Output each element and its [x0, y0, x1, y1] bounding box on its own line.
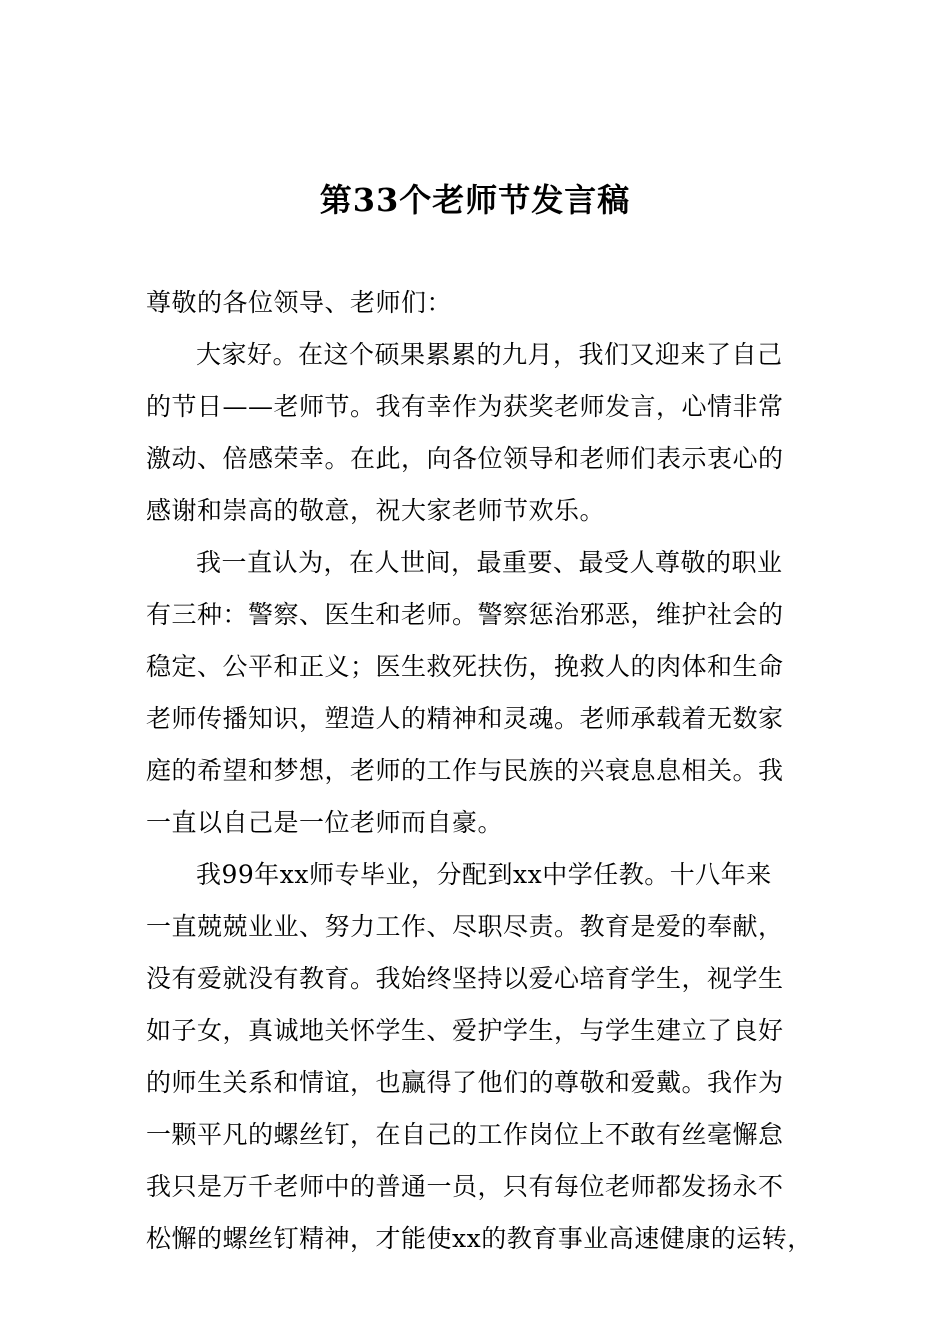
text-line: 一直以自己是一位老师而自豪。 — [146, 808, 504, 837]
text-line: 松懈的螺丝钉精神，才能使xx的教育事业高速健康的运转， — [146, 1224, 813, 1253]
text-line: 一直兢兢业业、努力工作、尽职尽责。教育是爱的奉献， — [146, 912, 784, 941]
text-line: 尊敬的各位领导、老师们： — [146, 288, 453, 317]
text-line: 感谢和崇高的敬意，祝大家老师节欢乐。 — [146, 496, 606, 525]
text-line: 一颗平凡的螺丝钉，在自己的工作岗位上不敢有丝毫懈怠 — [146, 1120, 784, 1149]
text-line: 大家好。在这个硕果累累的九月，我们又迎来了自己 — [196, 340, 783, 369]
text-line: 有三种：警察、医生和老师。警察惩治邪恶，维护社会的 — [146, 600, 784, 629]
text-line: 如子女，真诚地关怀学生、爱护学生，与学生建立了良好 — [146, 1016, 784, 1045]
text-line: 我只是万千老师中的普通一员，只有每位老师都发扬永不 — [146, 1172, 784, 1201]
text-line: 庭的希望和梦想，老师的工作与民族的兴衰息息相关。我 — [146, 756, 784, 785]
text-line: 稳定、公平和正义；医生救死扶伤，挽救人的肉体和生命 — [146, 652, 784, 681]
text-line: 我99年xx师专毕业，分配到xx中学任教。十八年来 — [196, 860, 772, 889]
document-body — [146, 277, 826, 1265]
text-line: 我一直认为，在人世间，最重要、最受人尊敬的职业 — [196, 548, 783, 577]
text-line: 的师生关系和情谊，也赢得了他们的尊敬和爱戴。我作为 — [146, 1068, 784, 1097]
document-title: 第33个老师节发言稿 — [319, 181, 631, 219]
text-line: 的节日——老师节。我有幸作为获奖老师发言，心情非常 — [146, 392, 784, 421]
text-line: 没有爱就没有教育。我始终坚持以爱心培育学生，视学生 — [146, 964, 784, 993]
text-line: 激动、倍感荣幸。在此，向各位领导和老师们表示衷心的 — [146, 444, 784, 473]
text-line: 老师传播知识，塑造人的精神和灵魂。老师承载着无数家 — [146, 704, 784, 733]
